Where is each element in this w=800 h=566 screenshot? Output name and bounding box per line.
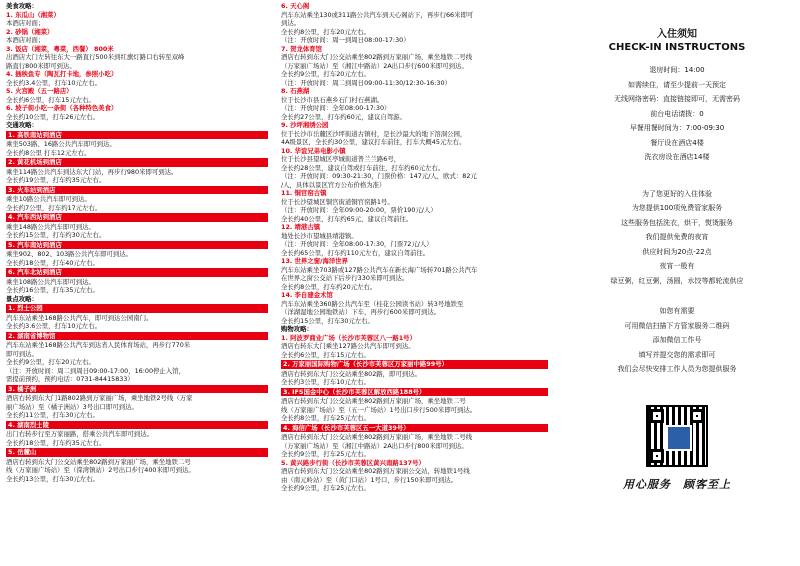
guide-text-line: 地处长沙市望城县靖港镇。 (281, 231, 358, 240)
guide-text-line: 全长约6公里，打车15元左右。 (281, 350, 370, 359)
guide-text-line: （万家丽广场站）至（湘江中路站）2A出口步行600米即可到达。 (281, 61, 468, 70)
guide-text-line: 全长约16公里，打车35元左右。 (6, 286, 99, 294)
guide-text-line: 酒店右转到东大门公交站乘坐802路到万家丽广场，乘坐地铁二号线 (281, 53, 473, 61)
section-heading: 美食攻略： (6, 2, 38, 10)
guide-item-title: 10. 华谊兄弟电影小镇 (281, 146, 346, 155)
guide-text-line: 全长约3.4公里，打车10元左右。 (6, 78, 101, 87)
guide-item-title: 13. 世界之窗/海洋世界 (281, 257, 349, 265)
instruction-line: 前台电话请拨：0 (650, 109, 704, 118)
guide-text-line: 在世界之窗公交站下后步行330米即可到达。 (281, 274, 409, 282)
guide-text-line: 汽车东站乘坐168路公共汽车到达省人民体育场站，再步行770米 (6, 341, 191, 349)
guide-text-line: 乘坐10路公共汽车即可到达。 (6, 195, 91, 203)
guide-item-title: 6. 坡子街小吃一条街（各种特色美食） (6, 104, 118, 112)
guide-text-line: 全长约11公里，打车30元左右。 (6, 411, 99, 419)
guide-item-title: 1. 高铁南站到酒店 (6, 131, 268, 140)
instruction-line: 为您提供100项免费管家服务 (631, 204, 723, 212)
guide-item-title: 5. 汽车南站到酒店 (6, 241, 268, 250)
guide-text-line: 乘坐148路公共汽车即可到达。 (6, 222, 95, 231)
checkin-info-block (558, 63, 796, 165)
guide-text-line: 全长约8公里，打车约20元左右。 (281, 282, 377, 291)
guide-item-title: 9. 沙坪湘绣公园 (281, 121, 329, 129)
section-heading: 景点攻略： (6, 294, 38, 303)
guide-text-line: 汽车东站乘坐703路或127路公共汽车在新长海广场转701路公共汽车 (281, 265, 478, 274)
guide-text-line: （注：开放时间：09:30-21:30，门票价格：147元/人，欧式：82元 (281, 172, 477, 180)
section-heading: 购物攻略： (281, 325, 313, 333)
guide-text-line: 全长约10公里，打车26元左右。 (6, 112, 99, 121)
guide-text-line: 出酒店大门左转往东大一路直行500米到红旗灯路口右转至双峰 (6, 53, 185, 61)
guide-text-line: 即可到达。 (6, 349, 38, 358)
guide-text-line: 全长约19公里，打车约35元左右。 (6, 176, 106, 184)
guide-text-line: 全长约9公里，打车20元左右。 (6, 358, 95, 366)
instruction-line: 这些服务包括洗衣，烘干，熨烫服务 (621, 218, 733, 227)
guide-item-title: 14. 李自建金术馆 (281, 291, 333, 299)
guide-item-title: 11. 铜官窑古镇 (281, 189, 327, 197)
guide-text-line: 酒店右转到东大门公交站乘坐802路到万家丽广场，乘坐地铁二号线 (281, 433, 473, 441)
guide-text-line: （注：开放时间：周二到周日09:00-11:30/12:30-16:30） (281, 78, 451, 87)
guide-text-line: 本酒店对面； (6, 19, 45, 27)
guide-item-title: 3. 火车站到酒店 (6, 186, 268, 195)
guide-text-line: 全长约27公里，打车约60元，建议自驾游。 (281, 112, 406, 121)
instruction-line: 添加微信工作号 (652, 336, 702, 344)
guide-text-line: 全长约13公里，打车30元左右。 (6, 474, 99, 483)
guide-text-line: 本酒店对面； (6, 36, 45, 44)
instruction-line: 退房时间：14:00 (649, 66, 705, 74)
guide-text-line: 路直行800米即可到达。 (6, 61, 76, 70)
guide-text-line: 全长约3.6公里，打车10元左右。 (6, 322, 101, 330)
qr-finder-icon (650, 409, 664, 423)
instruction-line: 供应时间为20点-22点 (642, 247, 712, 256)
guide-text-line: 全长约15公里，打车约30元左右。 (6, 231, 106, 239)
guide-text-line: 全长约7公里，打车约17元左右。 (6, 203, 102, 212)
section-heading: 交通攻略： (6, 121, 38, 129)
guide-text-line: 线（万家丽广场站）至（五一广场站）1号出口步行500米即可到达。 (281, 405, 477, 414)
guide-text-line: 乘坐503路、16路公共汽车即可到达。 (6, 140, 116, 148)
instruction-line: 如您有需要 (659, 307, 695, 315)
guide-item-title: 1. 烈士公园 (6, 304, 268, 313)
guide-text-line: 全长约18公里，打车约35元左右。 (6, 438, 106, 447)
guide-text-line: （注：开放时间：全年08:00-17:30，门票72元/人） (281, 240, 433, 248)
guide-text-line: 酒店右转到东大门公交站乘坐802路到万家丽公交站，转地铁1号线 (281, 467, 470, 475)
butler-service-block (558, 187, 796, 289)
service-slogan: 用心服务 顾客至上 (623, 477, 731, 491)
guide-text-line: /人，具体以景区官方公布价格为准） (281, 180, 386, 189)
butler-service-qr-code[interactable] (646, 405, 708, 467)
guide-text-line: 4A级景区，全长约30公里，建议打车前往，打车大概45元左右。 (281, 138, 466, 146)
guide-text-line: 位于长沙市县石燕乡石门村石燕湖。 (281, 95, 384, 104)
guide-text-line: 全长约3公里，打车10元左右。 (281, 378, 370, 386)
guide-text-line: 全长约18公里，打车40元左右。 (6, 258, 99, 267)
instruction-line: 填写并提交您的需求即可 (638, 350, 716, 359)
guide-text-line: 全长约40公里，打车约65元，建议自驾前往。 (281, 214, 413, 223)
left-column (6, 2, 268, 564)
guide-text-line: 到达。 (281, 19, 301, 27)
guide-text-line: 位于长沙市岳麓区沙坪街道古镇村，是长沙最大的地下溶洞公园， (281, 129, 467, 138)
checkin-title-en: CHECK-IN INSTRUCTONS (608, 42, 746, 53)
guide-text-line: 全长约9公里，打车20元左右。 (281, 70, 370, 78)
guide-text-line: （洋湖湿地公园地铁站）下车，再步行600米即可到达。 (281, 308, 441, 316)
guide-item-title: 5. 岳麓山 (6, 448, 268, 457)
wechat-request-block (558, 304, 796, 377)
guide-item-title: 2. 砂锅（湘菜） (6, 27, 54, 36)
guide-item-title: 6. 天心阁 (281, 2, 310, 10)
guide-text-line: 全长约28公里，建议自驾或打车前往，打车约60元左右。 (281, 163, 445, 172)
guide-text-line: 需提前预约，预约电话：0731-84415833） (6, 375, 134, 383)
middle-column (281, 2, 548, 564)
guide-item-title: 6. 汽车北站到酒店 (6, 268, 268, 277)
guide-item-title: 5. 黄兴路步行街（长沙市芙蓉区黄兴南路137号） (281, 458, 425, 467)
guide-text-line: 乘坐114路公共汽车到达东大门站，再步行980米即可到达。 (6, 167, 178, 176)
guide-item-title: 3. 饭店（湘菜，粤菜，西餐） 800米 (6, 44, 114, 53)
guide-text-line: 丽广场站）至（橘子洲站）3号出口即可到达。 (6, 402, 138, 411)
instruction-line: 可用微信扫描下方管家服务二维码 (624, 321, 730, 330)
guide-text-line: （注：开放时间：周二到周日09:00-17:00，16:00停止入馆， (6, 366, 185, 375)
guide-item-title: 2. 黄花机场到酒店 (6, 158, 268, 167)
guide-text-line: （万家丽广场站）至（湘江中路站）2A出口步行800米即可到达。 (281, 441, 468, 450)
guide-text-line: 全长约15公里，打车30元左右。 (281, 316, 374, 325)
instruction-line: 夜宵一般有 (659, 262, 695, 270)
instruction-line: 无线网络密码：直接链接即可，无需密码 (614, 95, 740, 103)
checkin-title-cn: 入住须知 (657, 29, 697, 40)
guide-text-line: 全长约9公里，打车25元左右。 (281, 450, 370, 458)
qr-finder-icon (690, 409, 704, 423)
guide-item-title: 3. IFS国金中心（长沙市芙蓉区解放西路188号） (281, 388, 548, 397)
guide-text-line: 酒店右转到东大门1路802路到万家丽广场，乘坐地铁2号线（万家 (6, 394, 193, 402)
guide-text-line: 全长约8公里 打车12元左右。 (6, 148, 91, 157)
guide-text-line: 线（万家丽广场站）至（溁湾镇站）2号出口步行400米即可到达。 (6, 466, 195, 474)
guide-text-line: 乘坐108路公共汽车即可到达。 (6, 277, 95, 286)
guide-text-line: 汽车东站乘坐168路公共汽车，即可到达公园南门。 (6, 313, 153, 322)
guide-text-line: 位于长沙县望城区亭城街道普兰兰路6号， (281, 155, 401, 163)
guide-text-line: 出门右转步行至万家丽路，搭乘公共汽车即可到达。 (6, 430, 153, 438)
guide-item-title: 4. 插秧鱼专（陶瓦打卡地，参照小吃） (6, 70, 118, 78)
qr-center-logo-icon (666, 425, 692, 451)
guide-text-line: 汽车东站乘坐360路公共汽车至（桂花公园读书站）转3号地铁至 (281, 299, 464, 308)
guide-text-line: 乘坐902、802、103路公共汽车即可到达。 (6, 250, 133, 258)
guide-text-line: 汽车东站乘坐130或311路公共汽车到天心阁站下，再步行66米即可 (281, 10, 474, 19)
guide-text-line: （注：开放时间：全年08:00-17:30） (281, 104, 391, 112)
guide-text-line: 酒店右转东大门乘坐127路公共汽车即可到达。 (281, 342, 415, 350)
guide-item-title: 8. 石燕湖 (281, 87, 310, 95)
checkin-instructions-column (558, 2, 796, 564)
guide-item-title: 2. 万家丽国际购物广场（长沙市芙蓉区万家丽中路99号） (281, 360, 548, 369)
guide-text-line: （注：开放时间：周一到周日08:00-17:30） (281, 36, 410, 44)
guide-item-title: 3. 橘子洲 (6, 385, 268, 394)
guide-item-title: 4. 汽车西站到酒店 (6, 213, 268, 222)
guide-item-title: 1. 东瓜山（湘菜） (6, 10, 60, 19)
guide-text-line: 全长约8公里，打车20元左右。 (281, 27, 370, 36)
guide-text-line: 酒店右转到东大门公交站乘坐802路到万家丽广场，乘坐地铁二号 (6, 457, 191, 466)
instruction-line: 如需续住，请至少提前一天预定 (628, 80, 726, 89)
qr-finder-icon (650, 449, 664, 463)
guide-item-title: 2. 湖南省博物馆 (6, 332, 268, 341)
guide-item-title: 1. 阿波罗商业广场（长沙市芙蓉区八一路1号） (281, 333, 416, 342)
guide-text-line: （注：开放时间：全年09:00-20:00，票价190元/人） (281, 206, 437, 214)
guide-text-line: 位于长沙望城区铜官街道铜官窑路1号。 (281, 197, 394, 206)
guide-text-line: 全长约65公里，打车约110元左右，建议自驾前往。 (281, 248, 430, 257)
guide-item-title: 4. 湖南烈士陵 (6, 421, 268, 430)
guide-text-line: 全长约6公里，打车15元左右。 (6, 95, 95, 104)
instruction-line: 餐厅设在酒店4楼 (650, 138, 704, 147)
guide-text-line: 酒店右转到东大门公交站乘坐802路，即可到达。 (281, 369, 422, 378)
instruction-line: 我们提供免费的夜宵 (645, 233, 709, 241)
guide-item-title: 4. 海信广场（长沙市芙蓉区五一大道39号） (281, 424, 548, 433)
guide-item-title: 7. 贺龙体育馆 (281, 44, 323, 53)
instruction-line: 我们会尽快安排工作人员为您提供服务 (617, 365, 737, 373)
guide-text-line: 酒店右转到东大门公交站乘坐802路到万家丽广场，乘坐地铁二号 (281, 397, 466, 405)
instruction-line: 早餐用餐时间为：7:00-09:30 (629, 124, 725, 132)
guide-text-line: 全长约9公里，打车25元左右。 (281, 484, 370, 492)
guide-text-line: 全长约8公里，打车25元左右。 (281, 414, 370, 422)
guide-item-title: 5. 火宫殿（五一路店） (6, 87, 73, 95)
instruction-line: 洗衣房设在酒店14楼 (644, 153, 710, 161)
instruction-line: 绿豆粥，红豆粥，汤圆，水饺等都轮流供应 (610, 276, 744, 285)
guide-item-title: 12. 靖港古镇 (281, 223, 321, 231)
guide-text-line: 由（南元岭站）至（黄门口站）1号口，步行150米即可到达。 (281, 475, 458, 484)
instruction-line: 为了您更好的入住体验 (642, 189, 712, 198)
